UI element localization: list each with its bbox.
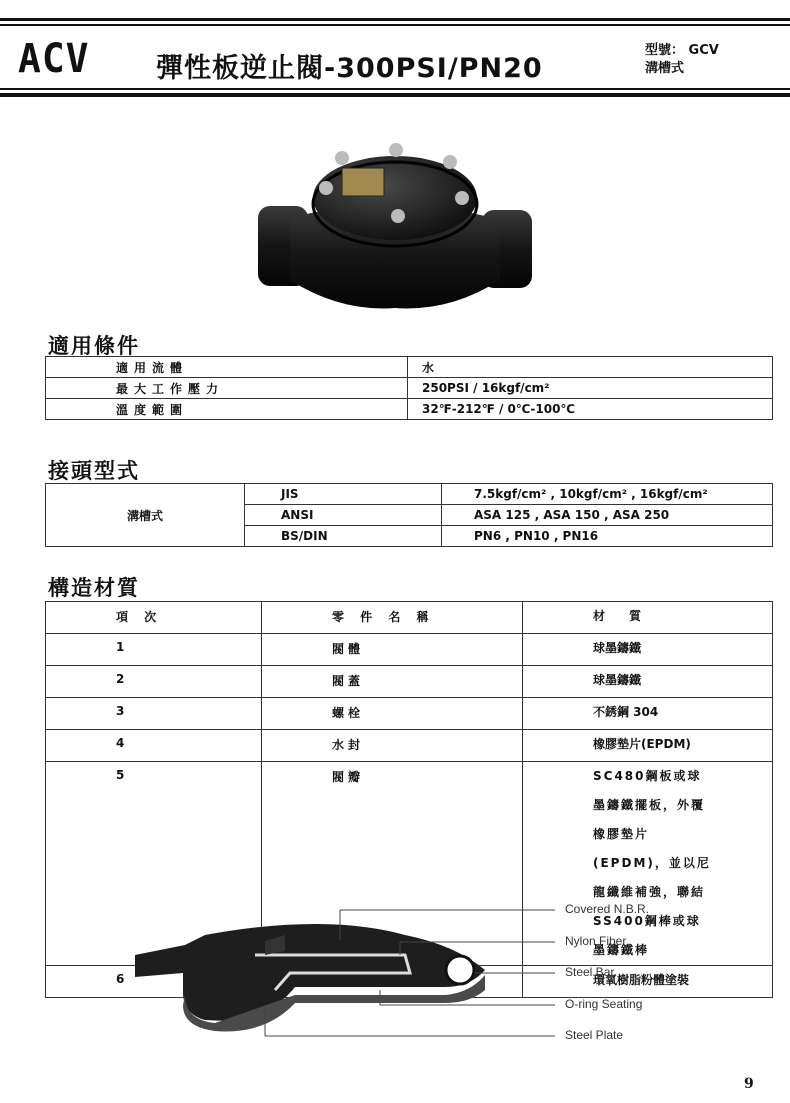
connections-heading: 接頭型式 <box>48 459 140 483</box>
item-number: 5 <box>46 762 262 966</box>
table-row <box>46 378 773 399</box>
table-row <box>46 484 773 505</box>
diagram-label: Steel Plate <box>565 1028 624 1042</box>
table-row <box>46 634 773 666</box>
model-info <box>645 42 719 78</box>
diagram-label: Covered N.B.R. <box>565 902 650 916</box>
diagram-label: Steel Bar <box>565 965 615 979</box>
part-material: SC480鋼板或球墨鑄鐵擺板，外覆橡膠墊片(EPDM)，並以尼龍纖維補強，聯結SS400鋼棒或球墨鑄鐵棒 <box>523 762 773 966</box>
column-header: 材 質 <box>523 602 773 634</box>
connection-standard: JIS <box>245 484 442 505</box>
part-material: 球墨鑄鐵 <box>523 666 773 698</box>
part-material: 橡膠墊片(EPDM) <box>523 730 773 762</box>
connection-standard: BS/DIN <box>245 526 442 547</box>
part-name: 閥瓣 <box>262 762 523 966</box>
item-number: 1 <box>46 634 262 666</box>
diagram-label: O-ring Seating <box>565 997 643 1011</box>
part-name: 閥蓋 <box>262 666 523 698</box>
table-row <box>46 730 773 762</box>
materials-heading: 構造材質 <box>48 576 140 600</box>
diagram-label: Nylon Fiber <box>565 934 627 948</box>
condition-value: 32℉-212℉ / 0℃-100℃ <box>408 399 773 420</box>
table-header-row <box>46 602 773 634</box>
page-number: 9 <box>744 1076 754 1092</box>
part-material: 不銹鋼 304 <box>523 698 773 730</box>
brand-logo-text: ACV <box>18 36 90 82</box>
connections-table <box>45 483 773 547</box>
connection-rating: 7.5kgf/cm² , 10kgf/cm² , 16kgf/cm² <box>442 484 773 505</box>
valve-photo <box>250 140 540 315</box>
part-material: 球墨鑄鐵 <box>523 634 773 666</box>
item-number: 3 <box>46 698 262 730</box>
header-rule-bottom <box>0 88 790 90</box>
model-label: 型號： <box>645 43 685 58</box>
page-title: 彈性板逆止閥-300PSI/PN20 <box>156 53 543 84</box>
item-number: 4 <box>46 730 262 762</box>
conditions-heading: 適用條件 <box>48 334 140 358</box>
header-rule-top2 <box>0 24 790 26</box>
item-number: 2 <box>46 666 262 698</box>
connection-type: 溝槽式 <box>46 484 245 547</box>
column-header: 項 次 <box>46 602 262 634</box>
disc-diagram <box>125 895 565 1045</box>
condition-label: 最大工作壓力 <box>46 378 408 399</box>
header-rule-bottom2 <box>0 93 790 97</box>
column-header: 零 件 名 稱 <box>262 602 523 634</box>
condition-value: 250PSI / 16kgf/cm² <box>408 378 773 399</box>
model-code: GCV <box>688 43 719 58</box>
connection-rating: PN6 , PN10 , PN16 <box>442 526 773 547</box>
part-name: 水封 <box>262 730 523 762</box>
condition-value: 水 <box>408 357 773 378</box>
part-name: 螺栓 <box>262 698 523 730</box>
table-row <box>46 698 773 730</box>
condition-label: 溫度範圍 <box>46 399 408 420</box>
connection-rating: ASA 125 , ASA 150 , ASA 250 <box>442 505 773 526</box>
table-row <box>46 666 773 698</box>
table-row <box>46 399 773 420</box>
conditions-table <box>45 356 773 420</box>
connection-standard: ANSI <box>245 505 442 526</box>
table-row <box>46 357 773 378</box>
item-number: 6 <box>46 966 262 998</box>
header-rule-top <box>0 18 790 21</box>
model-type: 溝槽式 <box>645 61 685 76</box>
condition-label: 適用流體 <box>46 357 408 378</box>
part-name: 閥體 <box>262 634 523 666</box>
part-material: 環氧樹脂粉體塗裝 <box>523 966 773 998</box>
